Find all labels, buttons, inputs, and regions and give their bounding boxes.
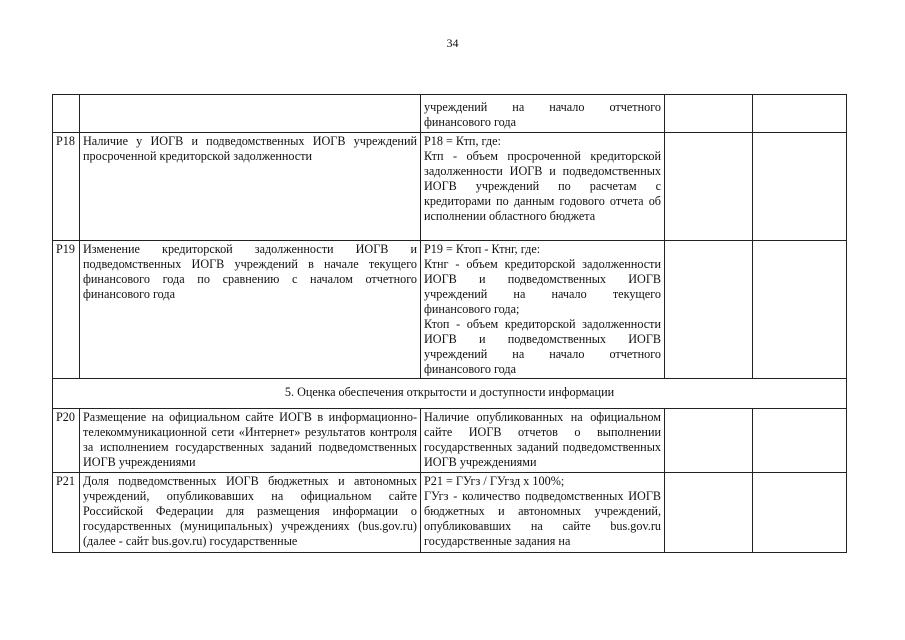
method-cell: Р19 = Ктоп - Ктнг, где: Ктнг - объем кредиторской задолженности ИОГВ и подведомственных ИОГВ учреждений на начало текущего финансового года; Ктоп - объем кредиторской задолженности ИОГВ и подведомственных ИОГВ учреждений на начало отчетного финансового года	[421, 241, 665, 379]
name-cell	[80, 95, 421, 133]
name-cell: Изменение кредиторской задолженности ИОГВ и подведомственных ИОГВ учреждений в начале текущего финансового года по сравнению с началом отчетного финансового года	[80, 241, 421, 379]
code-cell: Р20	[53, 409, 80, 473]
method-cell: учреждений на начало отчетного финансового года	[421, 95, 665, 133]
method-cell: Р18 = Ктп, где: Ктп - объем просроченной кредиторской задолженности ИОГВ и подведомственных ИОГВ учреждений по расчетам с кредиторами по данным годового отчета об исполнении областного бюджета	[421, 133, 665, 241]
table-row	[53, 133, 847, 241]
section-row	[53, 379, 847, 409]
code-cell	[53, 95, 80, 133]
code-cell: Р21	[53, 473, 80, 553]
name-cell: Доля подведомственных ИОГВ бюджетных и автономных учреждений, опубликовавших на официальном сайте Российской Федерации для размещения информации о государственных (муниципальных) учреждениях (bus.gov.ru) (далее - сайт bus.gov.ru) государственные	[80, 473, 421, 553]
method-cell: Наличие опубликованных на официальном сайте ИОГВ отчетов о выполнении государственных заданий подведомственных ИОГВ учреждениями	[421, 409, 665, 473]
section-title: 5. Оценка обеспечения открытости и доступности информации	[53, 379, 847, 409]
code-cell: Р18	[53, 133, 80, 241]
name-cell: Наличие у ИОГВ и подведомственных ИОГВ учреждений просроченной кредиторской задолженности	[80, 133, 421, 241]
table-row	[53, 241, 847, 379]
page-number: 34	[446, 36, 459, 50]
method-cell: Р21 = ГУгз / ГУгзд х 100%; ГУгз - количество подведомственных ИОГВ бюджетных и автономных учреждений, опубликовавших на сайте bus.gov.ru государственные задания на	[421, 473, 665, 553]
table-row	[53, 473, 847, 553]
table-row	[53, 95, 847, 133]
code-cell: Р19	[53, 241, 80, 379]
indicators-table	[52, 94, 847, 553]
name-cell: Размещение на официальном сайте ИОГВ в информационно-телекоммуникационной сети «Интернет» результатов контроля за исполнением государственных заданий подведомственных ИОГВ учреждениями	[80, 409, 421, 473]
table-row	[53, 409, 847, 473]
